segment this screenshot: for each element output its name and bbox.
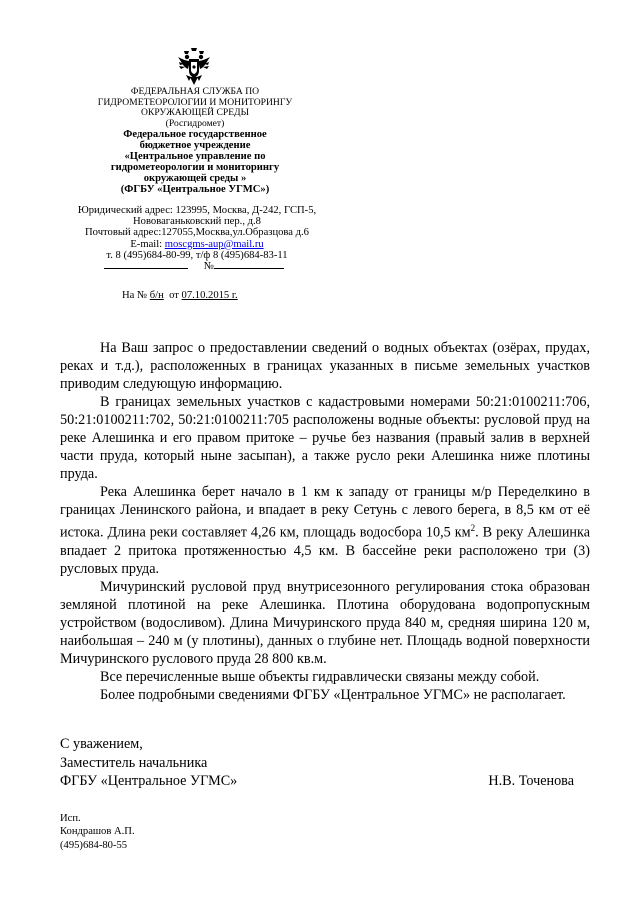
- body-paragraph: Все перечисленные выше объекты гидравлически связаны между собой.: [100, 668, 540, 685]
- reply-number: б/н: [149, 290, 164, 301]
- email-link[interactable]: moscgms-aup@mail.ru: [164, 238, 264, 250]
- reply-reference: [122, 290, 238, 301]
- closing-block: [60, 735, 590, 791]
- body-paragraph: Более подробными сведениями ФГБУ «Центральное УГМС» не располагает.: [100, 686, 566, 703]
- body-paragraph: [60, 483, 590, 578]
- signatory-name: Н.В. Точенова: [488, 773, 574, 789]
- signatory-position: Заместитель начальника: [60, 754, 208, 771]
- letterhead: [68, 87, 322, 195]
- agency-name-line: ГИДРОМЕТЕОРОЛОГИИ И МОНИТОРИНГУ: [97, 96, 293, 108]
- signatory-org: ФГБУ «Центральное УГМС»: [60, 773, 238, 789]
- body-paragraph-text: Река Алешинка берет начало в 1 км к западу от границы м/р Переделкино в границах Ленинского района, и впадает в реку Сетунь с левого берега, в 8,5 км от её истока. Длина реки составляет 4,26 км, площадь водосбора 10,5 км: [60, 484, 590, 541]
- phone-line: т. 8 (495)684-80-99, т/ф 8 (495)684-83-11: [106, 249, 288, 261]
- address-block: [60, 205, 334, 261]
- org-name-line: бюджетное учреждение: [139, 140, 251, 152]
- letter-body: [60, 339, 590, 704]
- agency-name-line: ОКРУЖАЮЩЕЙ СРЕДЫ: [141, 107, 249, 119]
- body-paragraph: Мичуринский русловой пруд внутрисезонного регулирования стока образован земляной плотиной на реке Алешинка. Плотина оборудована водопропускным устройством (водосливом). Длина Мичуринского пруда 840 м, средняя ширина 120 м, наибольшая – 240 м (у плотины), данных о глубине нет. Площадь водной поверхности Мичуринского руслового пруда 28 800 кв.м.: [60, 578, 590, 667]
- email-line: [60, 239, 334, 250]
- org-name-line: гидрометеорологии и мониторингу: [110, 162, 280, 174]
- email-label: E-mail:: [130, 238, 165, 250]
- postal-address: Почтовый адрес:127055,Москва,ул.Образцова д.6: [85, 227, 309, 239]
- executor-name: Кондрашов А.П.: [60, 826, 135, 838]
- reply-date: 07.10.2015 г.: [181, 290, 238, 301]
- org-abbreviation: (ФГБУ «Центральное УГМС»): [120, 184, 270, 196]
- agency-short-name: (Росгидромет): [165, 117, 225, 129]
- body-paragraph: В границах земельных участков с кадастровыми номерами 50:21:0100211:706, 50:21:0100211:702, 50:21:0100211:705 расположены водные объекты: русловой пруд на реке Алешинка и его правом притоке – ручье без названия (правый залив в верхней части пруда, который ныне засыпан), а также русло реки Алешинка ниже плотины пруда.: [60, 394, 590, 482]
- body-paragraph: На Ваш запрос о предоставлении сведений о водных объектах (озёрах, прудах, реках и т.д.), расположенных в границах указанных в письме земельных участков приводим следующую информацию.: [60, 340, 590, 392]
- signature-row: [60, 772, 590, 791]
- registration-number-blank: [214, 259, 284, 269]
- body-paragraph-text: . В реку Алешинка впадает 2 притока протяженностью 4,5 км. В бассейне реки расположено три (3) русловых пруда.: [60, 524, 590, 577]
- registration-line: [104, 259, 284, 273]
- superscript: 2: [470, 523, 476, 533]
- executor-block: [60, 812, 135, 852]
- executor-label: Исп.: [60, 813, 81, 824]
- org-name-line: «Центральное управление по: [124, 151, 266, 163]
- regards-line: С уважением,: [60, 736, 143, 752]
- legal-address: Юридический адрес: 123995, Москва, Д-242, ГСП-5,: [77, 205, 317, 216]
- legal-address-street: Нововаганьковский пер., д.8: [133, 216, 261, 228]
- registration-number-label: №: [203, 261, 214, 272]
- registration-date-blank: [104, 259, 188, 269]
- agency-name-line: ФЕДЕРАЛЬНАЯ СЛУЖБА ПО: [130, 86, 260, 97]
- reply-from-label: от: [169, 290, 179, 301]
- coat-of-arms-emblem: [176, 47, 212, 87]
- executor-phone: (495)684-80-55: [60, 839, 128, 851]
- org-name-line: окружающей среды »: [143, 173, 247, 185]
- org-name-line: Федеральное государственное: [123, 129, 267, 141]
- reply-prefix: На №: [122, 290, 148, 301]
